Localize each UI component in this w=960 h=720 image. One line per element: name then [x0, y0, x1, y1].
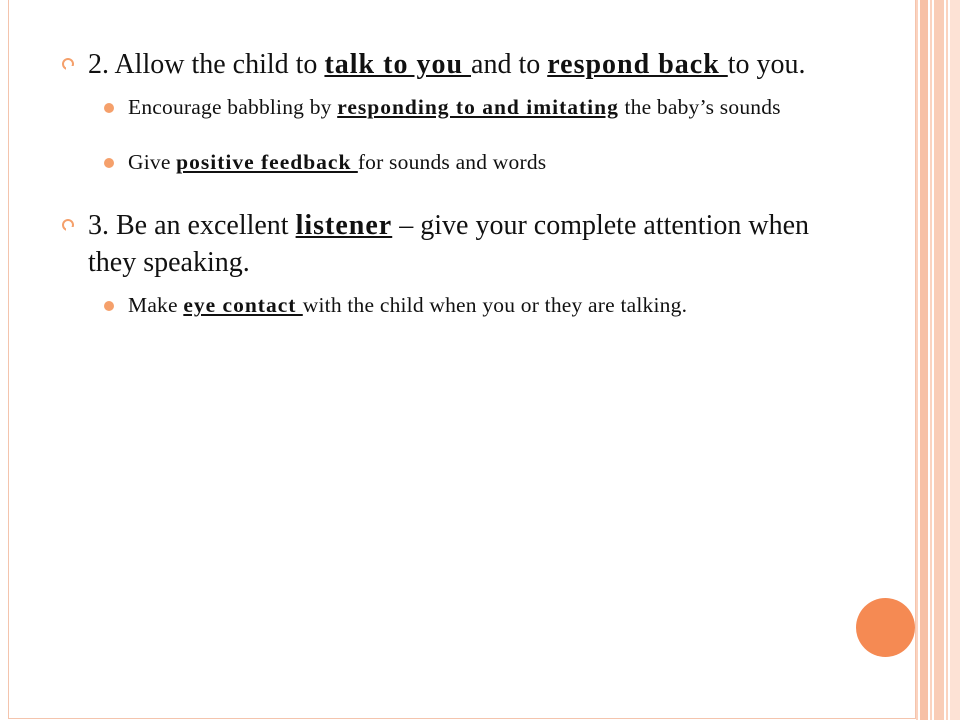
bullet-excellent-listener — [62, 207, 852, 281]
dot-bullet-icon — [104, 158, 114, 168]
sub-bullet-text: Make — [128, 293, 184, 317]
emphasis-listener: listener — [295, 210, 393, 241]
emphasis-eye-contact: eye contact — [183, 293, 303, 317]
accent-circle — [856, 598, 915, 657]
decorative-stripes — [916, 0, 960, 720]
bullet-text: 2. Allow the child to — [88, 49, 325, 80]
stripe — [946, 0, 948, 720]
bullet-text: 3. Be an excellent — [88, 210, 296, 241]
emphasis-respond-back: respond back — [547, 49, 728, 80]
stripe — [920, 0, 928, 720]
bullet-text: – give your complete attention when they speaking. — [88, 210, 810, 278]
sub-bullet-encourage-babbling — [62, 91, 852, 124]
sub-bullet-text: Give — [128, 150, 177, 174]
emphasis-talk-to-you: talk to you — [324, 49, 472, 80]
bullet-text: and to — [471, 49, 548, 80]
dot-bullet-icon — [104, 103, 114, 113]
slide-content — [62, 46, 852, 322]
sub-bullet-text: with the child when you or they are talking. — [302, 293, 688, 317]
dot-bullet-icon — [104, 301, 114, 311]
bullet-allow-child-to-talk — [62, 46, 852, 83]
stripe — [930, 0, 932, 720]
stripe — [934, 0, 944, 720]
sub-bullet-text: for sounds and words — [357, 150, 547, 174]
stripe — [950, 0, 960, 720]
emphasis-responding-imitating: responding to and imitating — [337, 95, 619, 119]
sub-bullet-eye-contact — [62, 289, 852, 322]
sub-bullet-text: Encourage babbling by — [128, 95, 338, 119]
emphasis-positive-feedback: positive feedback — [176, 150, 358, 174]
ring-bullet-icon — [62, 58, 74, 70]
ring-bullet-icon — [62, 219, 74, 231]
bullet-text: to you. — [727, 49, 806, 80]
sub-bullet-positive-feedback — [62, 146, 852, 179]
stripe — [916, 0, 918, 720]
sub-bullet-text: the baby’s sounds — [618, 95, 781, 119]
